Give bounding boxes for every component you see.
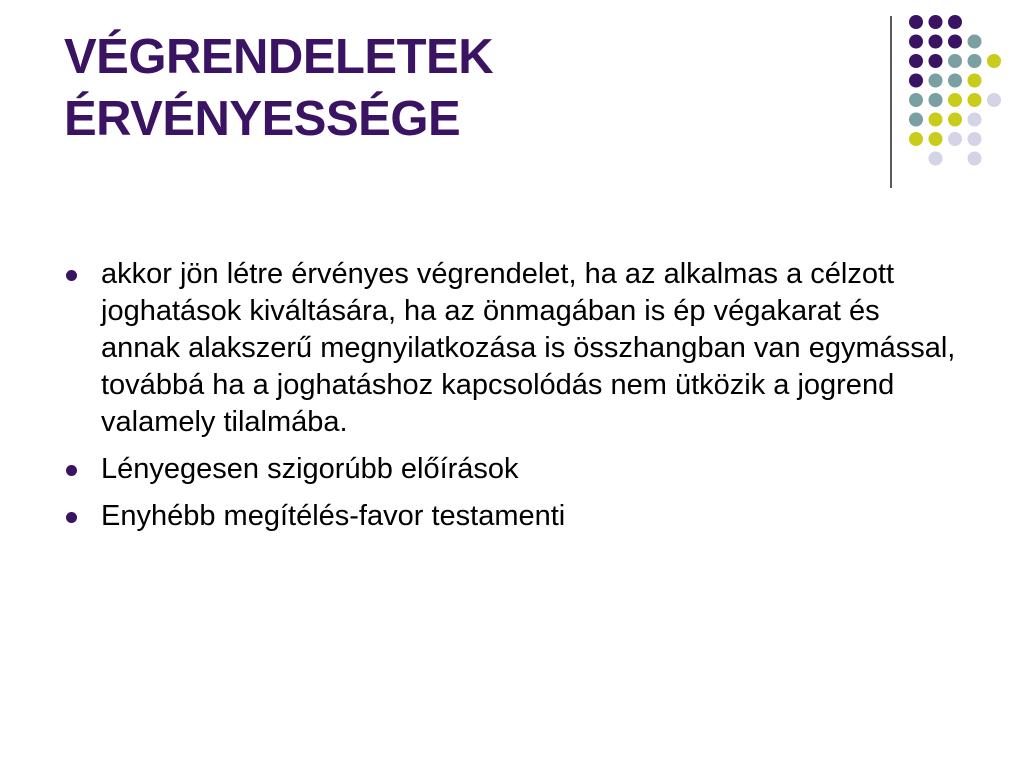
bullet-dot-icon: [66, 465, 77, 476]
decorative-dot-icon: [929, 35, 943, 49]
decorative-dot-icon: [929, 113, 943, 127]
decorative-dot-icon: [948, 93, 962, 107]
bullet-text: Enyhébb megítélés-favor testamenti: [101, 500, 566, 532]
decorative-dot-icon: [929, 74, 943, 88]
decorative-dot-icon: [909, 15, 923, 29]
vertical-divider: [890, 16, 892, 188]
decorative-dot-icon: [929, 93, 943, 107]
decorative-dot-icon: [968, 132, 982, 146]
decorative-dot-icon: [987, 93, 1001, 107]
decorative-dot-icon: [948, 132, 962, 146]
bullet-item: [64, 498, 964, 535]
decorative-dot-icon: [929, 54, 943, 68]
decorative-dot-icon: [909, 132, 923, 146]
bullet-item: [64, 451, 964, 488]
decorative-dot-icon: [968, 113, 982, 127]
decorative-dot-icon: [909, 54, 923, 68]
bullet-text: Lényegesen szigorúbb előírások: [101, 453, 519, 485]
bullet-text: akkor jön létre érvényes végrendelet, ha az alkalmas a célzott joghatások kiváltására, ha az önmagában is ép végakarat és annak alakszerű megnyilatkozása is összhangban van egymással, továbbá ha a joghatáshoz kapcsolódás nem ütközik a jogrend valamely tilalmába.: [101, 258, 956, 438]
decorative-dot-icon: [948, 54, 962, 68]
title-line-1: VÉGRENDELETEK: [64, 30, 494, 84]
title-line-2: ÉRVÉNYESSÉGE: [64, 92, 461, 146]
decorative-dot-icon: [909, 35, 923, 49]
decorative-dot-icon: [909, 93, 923, 107]
decorative-dot-icon: [948, 113, 962, 127]
bullet-list: [64, 256, 964, 545]
decorative-dot-icon: [909, 113, 923, 127]
decorative-dot-icon: [948, 15, 962, 29]
bullet-dot-icon: [66, 270, 77, 281]
decorative-dot-icon: [948, 74, 962, 88]
decorative-dot-icon: [968, 74, 982, 88]
bullet-dot-icon: [66, 512, 77, 523]
decorative-dot-icon: [968, 152, 982, 166]
decorative-dot-icon: [929, 15, 943, 29]
decorative-dot-icon: [968, 35, 982, 49]
decorative-dot-icon: [929, 132, 943, 146]
decorative-dot-icon: [909, 74, 923, 88]
decorative-dot-icon: [948, 35, 962, 49]
bullet-item: [64, 256, 964, 441]
decorative-dot-icon: [968, 54, 982, 68]
decorative-dot-icon: [987, 54, 1001, 68]
decorative-dot-grid: [0, 0, 1024, 200]
decorative-dot-icon: [968, 93, 982, 107]
decorative-dot-icon: [929, 152, 943, 166]
